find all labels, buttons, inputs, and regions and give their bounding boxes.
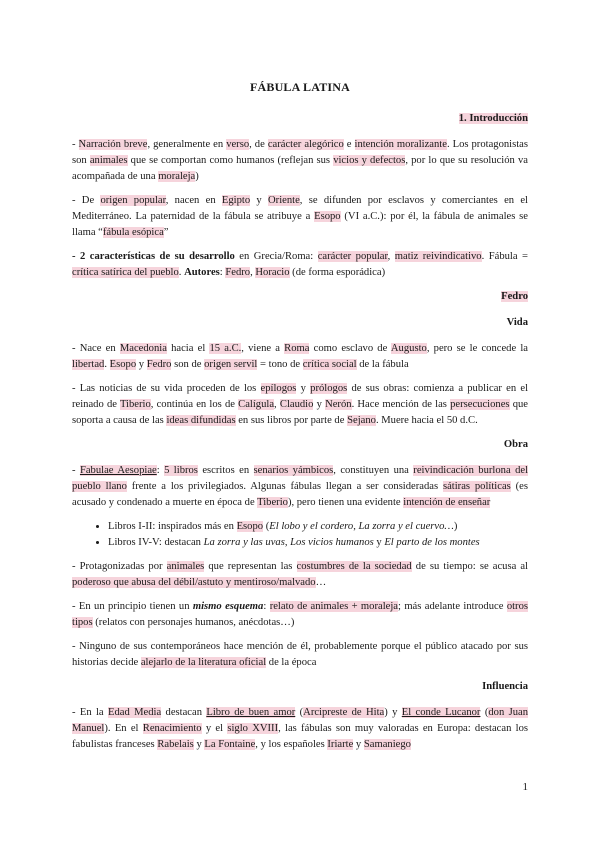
- page-number: 1: [522, 781, 528, 793]
- paragraph-obra-protagonists: - Protagonizadas por animales que representan las costumbres de la sociedad de su tiempo: se acusa al poderoso que abusa del débil/astuto y mentiroso/malvado…: [72, 561, 528, 588]
- paragraph-obra-fabulae: - Fabulae Aesopiae: 5 libros escritos en senarios yámbicos, constituyen una reivindicación burlona del pueblo llano frente a los privilegiados. Algunas fábulas llegan a ser consideradas sátiras políticas (es acusado y condenado a muerte en época de Tiberio), pero tienen una evidente intención de enseñar: [72, 465, 529, 508]
- document-title: FÁBULA LATINA: [249, 80, 351, 94]
- section-heading-obra: Obra: [503, 439, 528, 450]
- paragraph-vida-birth: - Nace en Macedonia hacia el 15 a.C., viene a Roma como esclavo de Augusto, pero se le concede la libertad. Esopo y Fedro son de origen servil = tono de crítica social de la fábula: [72, 343, 529, 370]
- paragraph-origin: - De origen popular, nacen en Egipto y Oriente, se difunden por esclavos y comerciantes en el Mediterráneo. La paternidad de la fábula se atribuye a Esopo (VI a.C.): por él, la fábula de animales se llama “fábula esópica”: [72, 195, 528, 238]
- list-item: • Libros I-II: inspirados más en Esopo (El lobo y el cordero, La zorra y el cuervo…): [108, 519, 528, 535]
- books-list: [72, 519, 528, 551]
- section-heading-influencia: Influencia: [482, 681, 528, 692]
- paragraph-influencia: - En la Edad Media destacan Libro de buen amor (Arcipreste de Hita) y El conde Lucanor (don Juan Manuel). En el Renacimiento y el siglo XVIII, las fábulas son muy valoradas en Europa: destacan los fabulistas franceses Rabelais y La Fontaine, y los españoles Iriarte y Samaniego: [72, 707, 529, 750]
- paragraph-vida-sources: - Las noticias de su vida proceden de los epílogos y prólogos de sus obras: comienza a publicar en el reinado de Tiberio, continúa en los de Calígula, Claudio y Nerón. Hace mención de las persecuciones que soporta a causa de las ideas difundidas en sus libros por parte de Sejano. Muere hacia el 50 d.C.: [72, 383, 529, 426]
- paragraph-obra-scheme: - En un principio tienen un mismo esquema: relato de animales + moraleja; más adelante introduce otros tipos (relatos con personajes humanos, anécdotas…): [72, 601, 528, 628]
- paragraph-obra-contemporaries: - Ninguno de sus contemporáneos hace mención de él, probablemente porque el público atacado por sus historias decide alejarlo de la literatura oficial de la época: [72, 641, 528, 668]
- section-heading-introduccion: 1. Introducción: [458, 113, 528, 124]
- section-heading-vida: Vida: [506, 317, 528, 328]
- paragraph-characteristics: - 2 características de su desarrollo en Grecia/Roma: carácter popular, matiz reivindicativo. Fábula = crítica satírica del pueblo. Autores: Fedro, Horacio (de forma esporádica): [72, 251, 529, 278]
- paragraph-definition: - Narración breve, generalmente en verso, de carácter alegórico e intención moralizante. Los protagonistas son animales que se comportan como humanos (reflejan sus vicios y defectos, por lo que su resolución va acompañada de una moraleja): [72, 139, 528, 182]
- document-body: [72, 105, 528, 761]
- section-heading-fedro: Fedro: [501, 291, 528, 302]
- list-item: • Libros IV-V: destacan La zorra y las uvas, Los vicios humanos y El parto de los montes: [108, 535, 528, 551]
